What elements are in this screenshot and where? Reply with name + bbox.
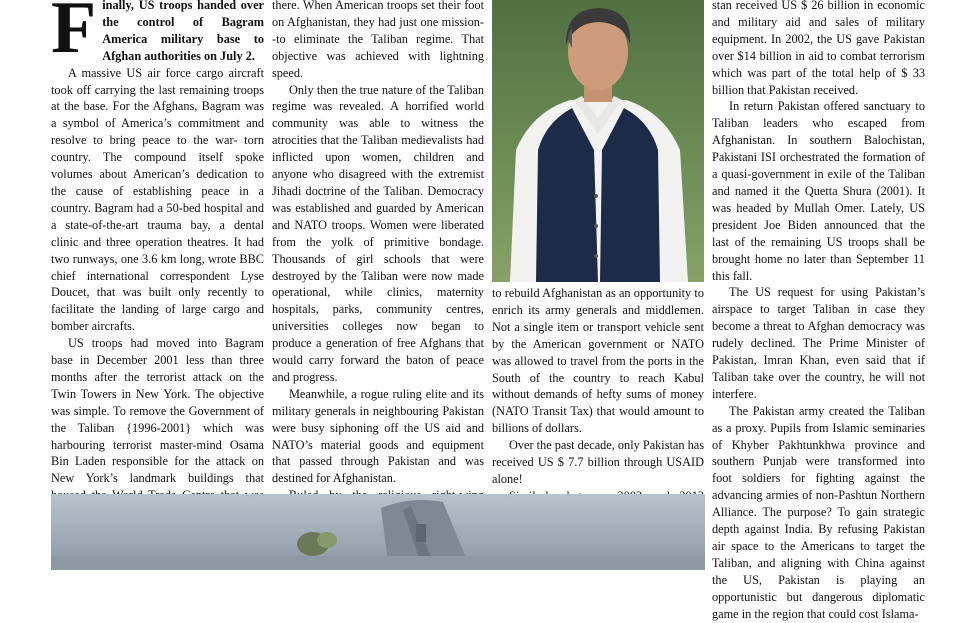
paragraph: Meanwhile, a rogue ruling elite and its military generals in neighbouring Pakistan were busy siphoning off the US aid and NATO’s material goods and equipment that passed through Pakistan and was destined for Afghanistan. xyxy=(272,386,484,486)
paragraph: there. When American troops set their foot on Afghanistan, they had just one mission--to eliminate the Taliban regime. That objective was achieved with lightning speed. xyxy=(272,0,484,80)
paragraph: A massive US air force cargo aircraft took off carrying the last remaining troops at the base. For the Afghans, Bagram was a symbol of America’s commitment and resolve to bring peace to the war- torn country. The compound itself spoke volumes about American’s dedication to the cause of establishing peace in a country. Bagram had a 50-bed hospital and a state-of-the-art trauma bay, a dental clinic and three operation theatres. It had two runways, one 3.6 km long, wrote BBC chief international correspondent Lyse Doucet, that was built only recently to facilitate the landing of large cargo and bomber aircrafts. xyxy=(51,65,264,334)
column-4 xyxy=(712,0,925,623)
column-2 xyxy=(272,0,484,555)
column-3 xyxy=(492,285,704,522)
paragraph: US troops had moved into Bagram base in December 2001 less than three months after the terrorist attack on the Twin Towers in New York. The objective was simple. To remove the Government of the Taliban {1996-2001} which was harbouring terrorist master-mind Osama Bin Laden responsible for the attack on New York’s landmark buildings that xyxy=(51,336,264,486)
aircraft-photo xyxy=(51,494,705,570)
paragraph: In return Pakistan offered sanctuary to Taliban leaders who escaped from Afghanistan. In southern Balochistan, Pakistani ISI orchestrated the formation of a quasi-government in exile of the Taliban and named it the Quetta Shura (2001). It was headed by Mullah Omer. Lately, US president Joe Biden announced that the last of the remaining US troops shall be brought home no later than September 11 this fall. xyxy=(712,99,925,283)
paragraph: Only then the true nature of the Taliban regime was revealed. A horrified world community was able to witness the atrocities that the Taliban medievalists had inflicted upon women, children and anyone who disagreed with the extremist Jihadi doctrine of the Taliban. Democracy was established and guarded by American and NATO troops. Women were liberated from the yolk of primitive bondage. Thousands of girl schools that were destroyed by the Taliban were now made operational, while clinics, maternity hospitals, parks, community centres, universities colleges now began to produce a generation of free Afghans that would carry forward the baton of peace and progress. xyxy=(272,82,484,384)
paragraph: Over the past decade, only Pakistan has received US $ 7.7 billion through USAID alone! xyxy=(492,438,704,486)
lede-paragraph: inally, US troops handed over the control of Bagram America military base to Afghan authorities on July 2. xyxy=(102,0,264,63)
paragraph: stan received US $ 26 billion in economic and military aid and sales of military equipment. In 2002, the US gave Pakistan over $14 billion in aid to combat terrorism which was part of the total help of $ 33 billion that Pakistan received. xyxy=(712,0,925,97)
portrait-photo xyxy=(492,0,704,282)
paragraph: The US request for using Pakistan’s airspace to target Taliban in case they become a threat to Afghan democracy was rudely declined. The Prime Minister of Pakistan, Imran Khan, even said that if Taliban take over the country, he will not interfere. xyxy=(712,285,925,401)
paragraph: to rebuild Afghanistan as an opportunity to enrich its army generals and middlemen. Not a single item or transport vehicle sent by the American government or NATO was allowed to travel from the ports in the South of the country to reach Kabul without demands of hefty sums of money (NATO Transit Tax) that would amount to billions of dollars. xyxy=(492,286,704,436)
column-1 xyxy=(51,0,264,521)
drop-cap: F xyxy=(51,0,97,69)
paragraph: The Pakistan army created the Taliban as a proxy. Pupils from Islamic seminaries of Khyber Pakhtunkhwa province and southern Punjab were transformed into foot soldiers for fighting against the advancing armies of non-Pashtun Northern Alliance. The purpose? To gain strategic depth against India. By refusing Pakistan air space to the Americans to target the Taliban, and aligning with China against the US, Pakistan is playing an opportunistic but dangerous diplomatic game in the region that could cost Islama- xyxy=(712,403,925,621)
